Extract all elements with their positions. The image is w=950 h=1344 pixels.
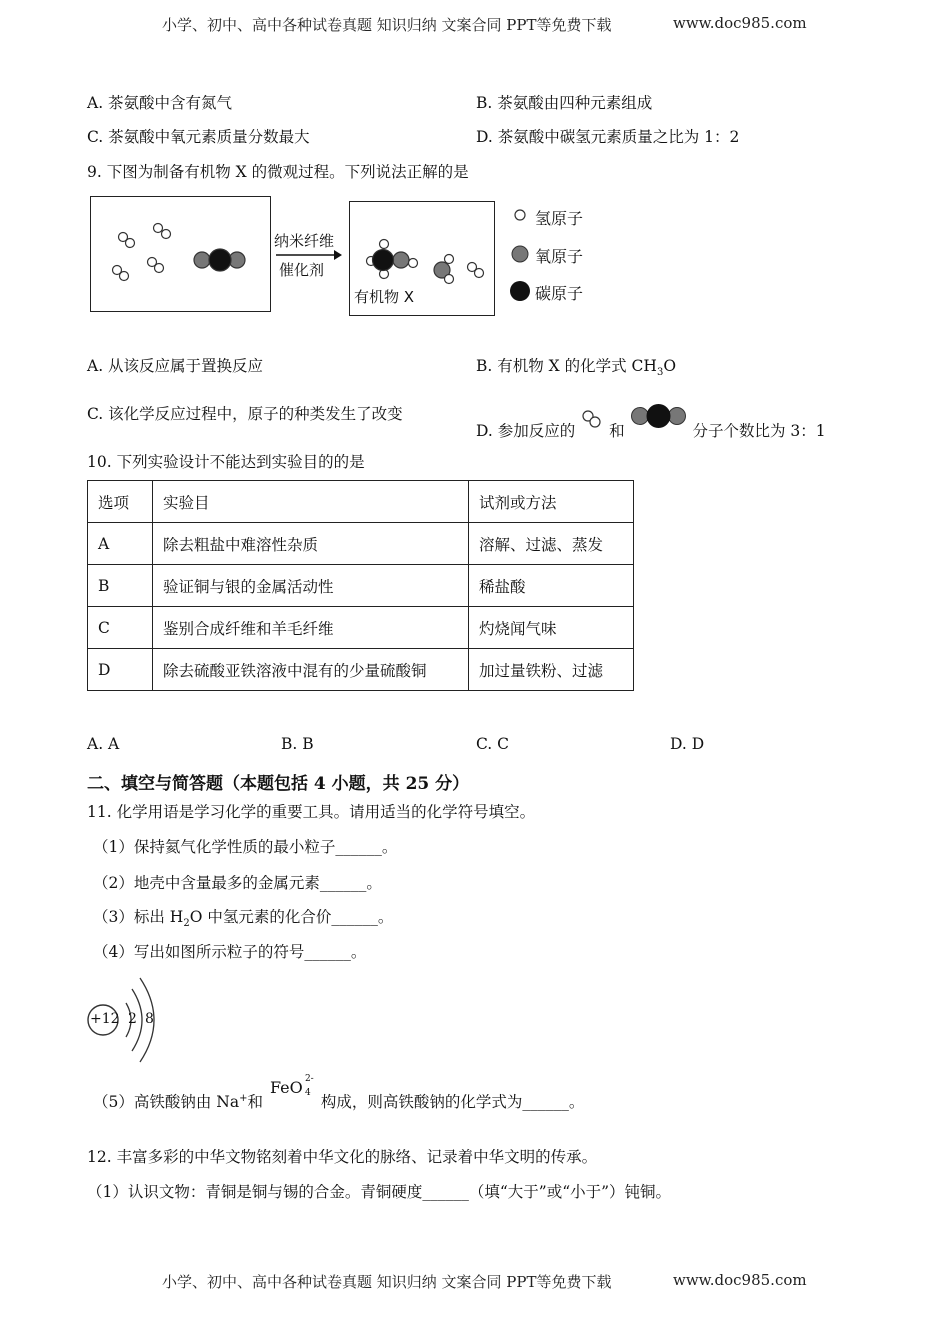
q9-stem: 9. 下图为制备有机物 X 的微观过程。下列说法正解的是 [87,163,469,181]
footer-text: 小学、初中、高中各种试卷真题 知识归纳 文案合同 PPT等免费下载 [162,1273,612,1291]
table-row [88,523,634,565]
q11-stem: 11. 化学用语是学习化学的重要工具。请用适当的化学符号填空。 [87,803,536,821]
atom-legend-icons [510,206,532,302]
q12-part-1: （1）认识文物：青铜是铜与锡的合金。青铜硬度______（填“大于”或“小于”）钝铜。 [87,1183,672,1201]
q10-option-b: B. B [281,735,314,753]
q9-option-c: C. 该化学反应过程中，原子的种类发生了改变 [87,405,403,423]
co2-molecule-icon [630,402,688,430]
row-method: 稀盐酸 [469,565,634,607]
shell-2-electrons: 8 [145,1011,154,1027]
products-box [349,201,495,316]
experiment-table [87,480,634,691]
section-heading: 二、填空与简答题（本题包括 4 小题，共 25 分） [87,774,470,794]
header-option: 选项 [88,481,153,523]
catalyst-label-2: 催化剂 [279,261,325,279]
row-purpose: 验证铜与银的金属活动性 [153,565,469,607]
row-method: 加过量铁粉、过滤 [469,649,634,691]
table-row [88,565,634,607]
reactant-molecules [91,197,270,311]
q9-option-b: B. 有机物 X 的化学式 $CH_3O$ [476,357,677,379]
row-purpose: 除去粗盐中难溶性杂质 [153,523,469,565]
ferrate-ion: FeO 2- 4 [269,1074,314,1098]
table-header-row [88,481,634,523]
legend-hydrogen: 氢原子 [535,209,584,228]
q8-option-c: C. 茶氨酸中氧元素质量分数最大 [87,128,310,146]
row-option: D [88,649,153,691]
atom-structure-diagram [84,975,164,1065]
footer-url[interactable]: www.doc985.com [673,1271,807,1289]
row-method: 灼烧闻气味 [469,607,634,649]
row-method: 溶解、过滤、蒸发 [469,523,634,565]
catalyst-label-1: 纳米纤维 [274,232,335,250]
row-option: B [88,565,153,607]
hydrogen-molecule-icon [580,408,604,430]
legend-oxygen: 氧原子 [535,247,584,266]
q12-stem: 12. 丰富多彩的中华文物铭刻着中华文化的脉络、记录着中华文明的传承。 [87,1148,598,1166]
q11-part-4: （4）写出如图所示粒子的符号______。 [93,943,367,961]
header-text: 小学、初中、高中各种试卷真题 知识归纳 文案合同 PPT等免费下载 [162,16,612,34]
product-label: 有机物 X [354,288,415,306]
q11-part-3: （3）标出 $H_2O$ 中氢元素的化合价______。 [93,908,394,930]
table-row [88,607,634,649]
q8-option-d: D. 茶氨酸中碳氢元素质量之比为 1：2 [476,128,740,146]
q11-part-1: （1）保持氦气化学性质的最小粒子______。 [93,838,398,856]
q10-option-c: C. C [476,735,510,753]
row-purpose: 除去硫酸亚铁溶液中混有的少量硫酸铜 [153,649,469,691]
q11-part-2: （2）地壳中含量最多的金属元素______。 [93,874,382,892]
shell-1-electrons: 2 [128,1011,137,1027]
q10-stem: 10. 下列实验设计不能达到实验目的的是 [87,453,365,471]
nucleus-charge: +12 [90,1011,120,1027]
q9-option-d: D. 参加反应的 和 分子个数比为 3：1 [476,402,826,441]
reactants-box [90,196,271,312]
row-purpose: 鉴别合成纤维和羊毛纤维 [153,607,469,649]
table-row [88,649,634,691]
row-option: C [88,607,153,649]
q9-option-a: A. 从该反应属于置换反应 [87,357,264,375]
q8-option-a: A. 茶氨酸中含有氮气 [87,94,233,112]
q10-option-a: A. A [87,735,120,753]
header-url[interactable]: www.doc985.com [673,14,807,32]
q11-part-5: （5）高铁酸钠由 Na+和 FeO 2- 4 构成，则高铁酸钠的化学式为______。 [93,1074,585,1111]
legend-carbon: 碳原子 [535,284,584,303]
header-method: 试剂或方法 [469,481,634,523]
q10-option-d: D. D [670,735,705,753]
row-option: A [88,523,153,565]
q8-option-b: B. 茶氨酸由四种元素组成 [476,94,653,112]
header-purpose: 实验目 [153,481,469,523]
